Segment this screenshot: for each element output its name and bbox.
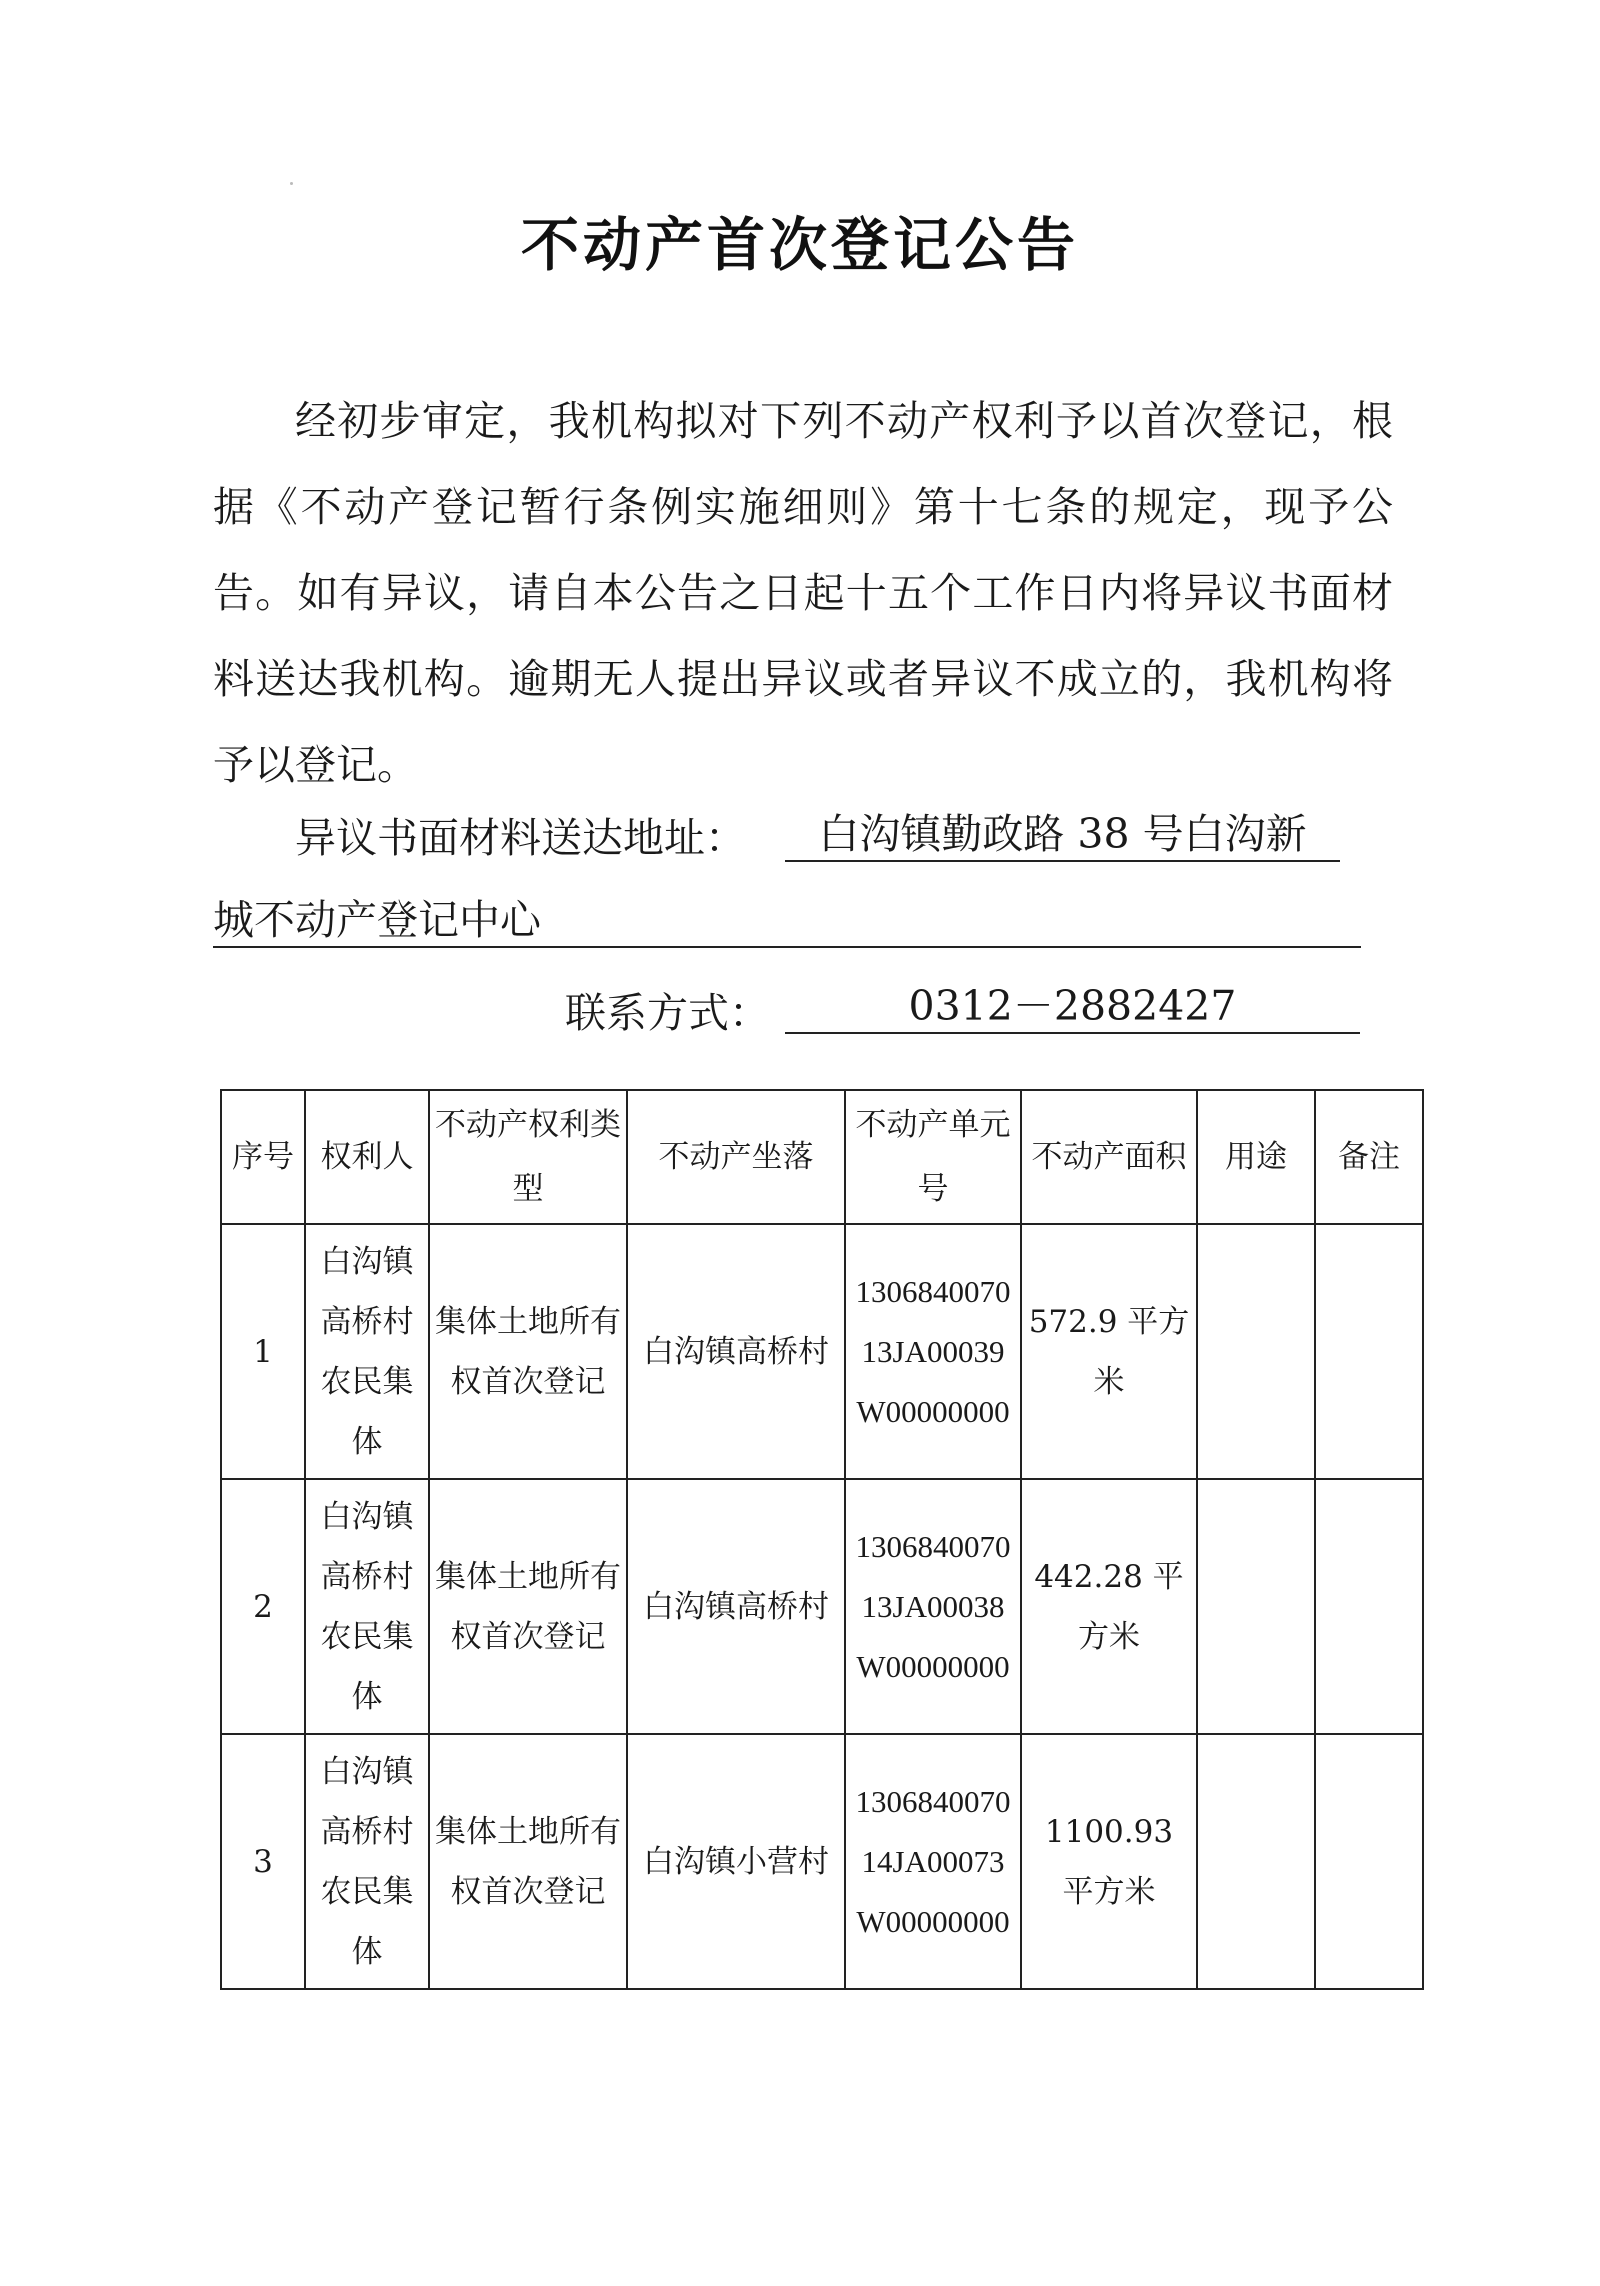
cell-index: 1 <box>221 1224 305 1479</box>
cell-usage <box>1197 1224 1315 1479</box>
scan-speck <box>290 182 293 185</box>
header-holder: 权利人 <box>305 1090 429 1224</box>
contact-label: 联系方式： <box>565 989 770 1037</box>
cell-area: 442.28 平方米 <box>1021 1479 1197 1734</box>
header-area: 不动产面积 <box>1021 1090 1197 1224</box>
cell-unit-no: 130684007013JA00039W00000000 <box>845 1224 1021 1479</box>
table-header-row <box>221 1090 1423 1224</box>
cell-unit-no: 130684007013JA00038W00000000 <box>845 1479 1021 1734</box>
address-label: 异议书面材料送达地址： <box>295 814 746 862</box>
address-value-line1: 白沟镇勤政路 38 号白沟新 <box>785 808 1340 862</box>
cell-holder: 白沟镇高桥村农民集体 <box>305 1224 429 1479</box>
registration-table <box>220 1089 1424 1990</box>
header-right-type: 不动产权利类型 <box>429 1090 627 1224</box>
contact-value: 0312－2882427 <box>785 980 1360 1034</box>
cell-unit-no: 130684007014JA00073W00000000 <box>845 1734 1021 1989</box>
cell-right-type: 集体土地所有权首次登记 <box>429 1224 627 1479</box>
header-unit-no: 不动产单元号 <box>845 1090 1021 1224</box>
cell-remark <box>1315 1224 1423 1479</box>
cell-holder: 白沟镇高桥村农民集体 <box>305 1734 429 1989</box>
cell-remark <box>1315 1734 1423 1989</box>
cell-right-type: 集体土地所有权首次登记 <box>429 1734 627 1989</box>
cell-remark <box>1315 1479 1423 1734</box>
cell-area: 572.9 平方米 <box>1021 1224 1197 1479</box>
document-title: 不动产首次登记公告 <box>520 211 1079 279</box>
cell-location: 白沟镇高桥村 <box>627 1479 845 1734</box>
header-remark: 备注 <box>1315 1090 1423 1224</box>
address-value-line2: 城不动产登记中心 <box>213 894 1361 948</box>
announcement-paragraph: 经初步审定，我机构拟对下列不动产权利予以首次登记，根据《不动产登记暂行条例实施细则》第十七条的规定，现予公告。如有异议，请自本公告之日起十五个工作日内将异议书面材料送达我机构。逾期无人提出异议或者异议不成立的，我机构将予以登记。 <box>213 397 1393 789</box>
table-row <box>221 1479 1423 1734</box>
cell-index: 3 <box>221 1734 305 1989</box>
table-row <box>221 1224 1423 1479</box>
cell-usage <box>1197 1479 1315 1734</box>
cell-area: 1100.93 平方米 <box>1021 1734 1197 1989</box>
cell-location: 白沟镇高桥村 <box>627 1224 845 1479</box>
cell-right-type: 集体土地所有权首次登记 <box>429 1479 627 1734</box>
header-usage: 用途 <box>1197 1090 1315 1224</box>
cell-usage <box>1197 1734 1315 1989</box>
cell-location: 白沟镇小营村 <box>627 1734 845 1989</box>
header-location: 不动产坐落 <box>627 1090 845 1224</box>
cell-holder: 白沟镇高桥村农民集体 <box>305 1479 429 1734</box>
cell-index: 2 <box>221 1479 305 1734</box>
header-index: 序号 <box>221 1090 305 1224</box>
table-row <box>221 1734 1423 1989</box>
